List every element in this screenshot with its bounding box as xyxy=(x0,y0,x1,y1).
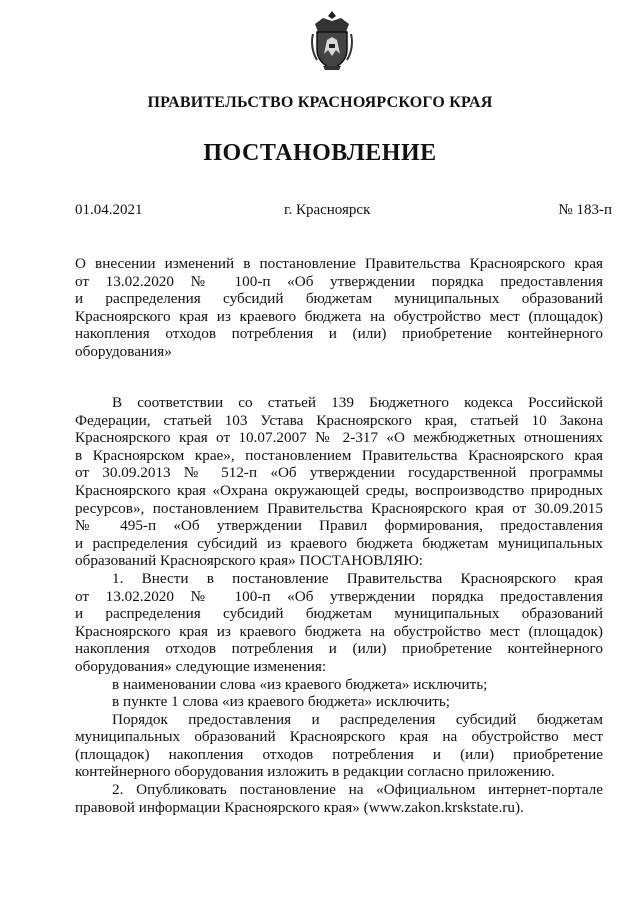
body-line: правовой информации Красноярского края» (www.zakon.krskstate.ru). xyxy=(75,798,524,816)
body-line: и распределения субсидий бюджетам муниципальных образований xyxy=(75,605,603,623)
body-line: контейнерного оборудования изложить в редакции согласно приложению. xyxy=(75,763,555,781)
body-line: в пункте 1 слова «из краевого бюджета» исключить; xyxy=(112,693,451,711)
title-line: от 13.02.2020 № 100-п «Об утверждении порядка предоставления xyxy=(75,272,603,290)
title-line: и распределения субсидий бюджетам муниципальных образований xyxy=(75,290,603,308)
coat-of-arms-icon xyxy=(309,10,355,72)
body-line: Порядок предоставления и распределения субсидий бюджетам xyxy=(112,710,603,728)
body-line: в наименовании слова «из краевого бюджета» исключить; xyxy=(112,675,488,693)
document-city: г. Красноярск xyxy=(284,202,371,218)
body-line: в Красноярском крае», постановлением Правительства Красноярского края xyxy=(75,446,603,464)
body-line: образований Красноярского края» ПОСТАНОВЛЯЮ: xyxy=(75,552,424,570)
document-body xyxy=(75,394,603,816)
body-line: (площадок) накопления отходов потребления и (или) приобретение xyxy=(75,745,603,763)
body-line: муниципальных образований Красноярского края на обустройство мест xyxy=(75,728,603,746)
title-line: оборудования» xyxy=(75,342,172,360)
body-line: от 30.09.2013 № 512-п «Об утверждении государственной программы xyxy=(75,464,603,482)
document-date: 01.04.2021 xyxy=(75,202,143,218)
body-line: № 495-п «Об утверждении Правил формирования, предоставления xyxy=(75,517,603,535)
body-line: от 13.02.2020 № 100-п «Об утверждении порядка предоставления xyxy=(75,587,603,605)
body-line: Красноярского края «Охрана окружающей среды, воспроизводство природных xyxy=(75,481,603,499)
document-number: № 183-п xyxy=(558,202,612,218)
document-type: ПОСТАНОВЛЕНИЕ xyxy=(203,140,437,166)
title-line: Красноярского края из краевого бюджета на обустройство мест (площадок) xyxy=(75,307,603,325)
document-title xyxy=(75,255,603,361)
body-line: накопления отходов потребления и (или) приобретение контейнерного xyxy=(75,640,603,658)
body-line: и распределения субсидий из краевого бюджета бюджетам муниципальных xyxy=(75,534,603,552)
body-line: ресурсов», постановлением Правительства Красноярского края от 30.09.2015 xyxy=(75,499,603,517)
title-line: накопления отходов потребления и (или) приобретение контейнерного xyxy=(75,325,603,343)
body-line: В соответствии со статьей 139 Бюджетного кодекса Российской xyxy=(112,394,603,411)
body-line: Федерации, статьей 103 Устава Красноярского края, статьей 10 Закона xyxy=(75,411,603,429)
organization-name: ПРАВИТЕЛЬСТВО КРАСНОЯРСКОГО КРАЯ xyxy=(147,94,493,111)
title-line: О внесении изменений в постановление Правительства Красноярского края xyxy=(75,255,603,272)
body-line: Красноярского края из краевого бюджета на обустройство мест (площадок) xyxy=(75,622,603,640)
body-line: оборудования» следующие изменения: xyxy=(75,657,327,675)
body-line: Красноярского края от 10.07.2007 № 2-317 «О межбюджетных отношениях xyxy=(75,429,603,447)
body-line: 1. Внести в постановление Правительства Красноярского края xyxy=(112,569,603,587)
body-line: 2. Опубликовать постановление на «Официальном интернет-портале xyxy=(112,781,603,799)
